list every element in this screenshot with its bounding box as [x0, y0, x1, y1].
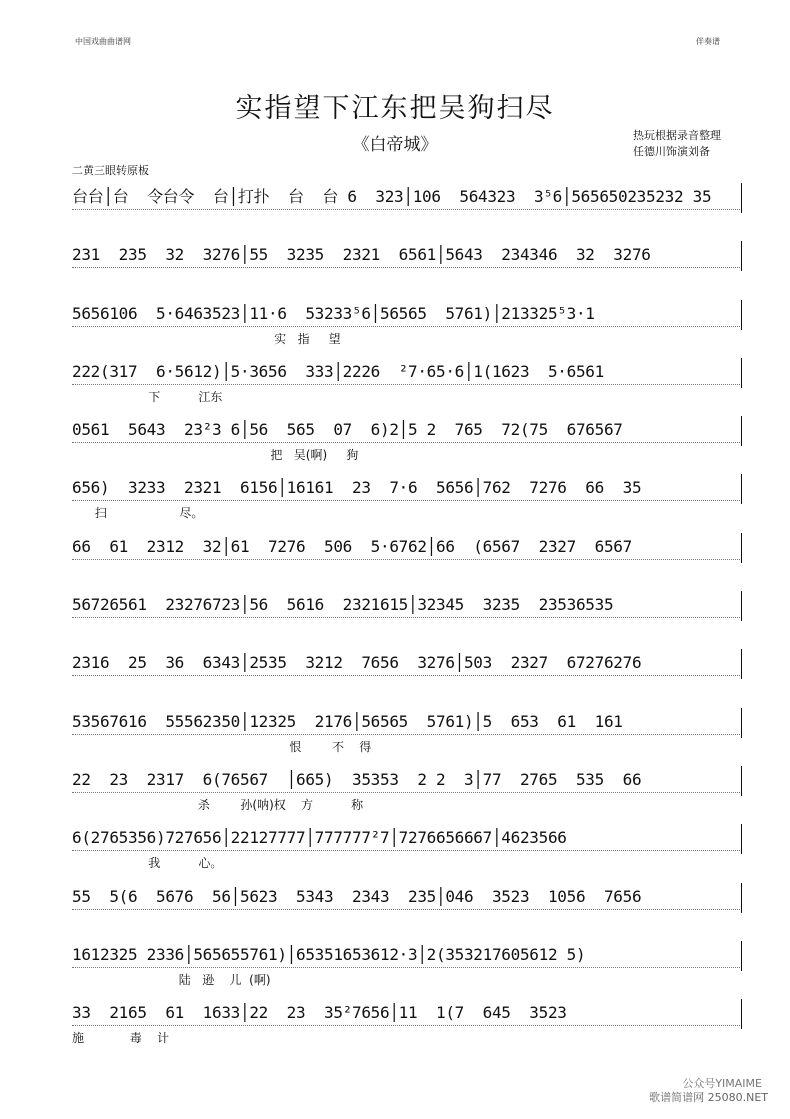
- lyrics: 我 心。: [72, 856, 223, 871]
- score-line: [72, 706, 742, 764]
- page-title: 实指望下江东把吴狗扫尽: [235, 93, 555, 124]
- score-line: [72, 822, 742, 880]
- credits: [633, 128, 721, 160]
- score-line: [72, 181, 742, 239]
- notation: 231 235 32 3276│55 3235 2321 6561│5643 234346 32 3276: [72, 243, 742, 269]
- score-line: [72, 997, 742, 1055]
- score-line: [72, 239, 742, 297]
- notation: 33 2165 61 1633│22 23 35²7656│11 1(7 645 3523: [72, 1001, 742, 1027]
- score-line: [72, 764, 742, 822]
- barline-end: [741, 474, 742, 504]
- opera-name: 《白帝城》: [352, 135, 438, 155]
- barline-end: [741, 358, 742, 388]
- score-line: [72, 589, 742, 647]
- barline-end: [741, 183, 742, 213]
- barline-end: [741, 941, 742, 971]
- lyrics: 杀 孙(呐)权 方 称: [72, 797, 364, 812]
- lyrics: [72, 214, 742, 230]
- notation: 66 61 2312 32│61 7276 506 5·6762│66 (6567 2327 6567: [72, 535, 742, 561]
- notation: 56726561 23276723│56 5616 2321615│32345 3235 23536535: [72, 593, 742, 619]
- notation: 台台│台 令台令 台│打扑 台 台 6 323│106 564323 3⁵6│565650235232 35: [72, 185, 742, 211]
- score-line: [72, 414, 742, 472]
- barline-end: [741, 824, 742, 854]
- notation: 53567616 55562350│12325 2176│56565 5761)│5 653 61 161: [72, 710, 742, 736]
- lyrics: 把 吴(啊) 狗: [72, 448, 359, 463]
- credit-performer: 任德川饰演刘备: [633, 145, 710, 158]
- lyrics: 扫 尽。: [72, 506, 204, 521]
- score-line: [72, 647, 742, 705]
- notation: 6(2765356)727656│22127777│777777²7│7276656667│4623566: [72, 826, 742, 852]
- lyrics: [72, 564, 742, 580]
- notation: 656) 3233 2321 6156│16161 23 7·6 5656│762 7276 66 35: [72, 476, 742, 502]
- barline-end: [741, 300, 742, 330]
- notation: 5656106 5·6463523│11·6 53233⁵6│56565 5761)│213325⁵3·1: [72, 302, 742, 328]
- score-type: 伴奏谱: [696, 37, 720, 46]
- watermark-account: 公众号YIMAIME: [682, 1077, 762, 1090]
- lyrics: [72, 914, 742, 930]
- credit-transcriber: 热玩根据录音整理: [633, 129, 721, 142]
- lyrics: 下 江东: [72, 389, 223, 404]
- barline-end: [741, 708, 742, 738]
- notation: 22 23 2317 6(76567 │665) 35353 2 2 3│77 2765 535 66: [72, 768, 742, 794]
- score-line: [72, 939, 742, 997]
- score-line: [72, 531, 742, 589]
- barline-end: [741, 416, 742, 446]
- lyrics: 实 指 望: [72, 331, 341, 346]
- notation: 0561 5643 23²3 6│56 565 07 6)2│5 2 765 72(75 676567: [72, 418, 742, 444]
- barline-end: [741, 533, 742, 563]
- lyrics: 恨 不 得: [72, 739, 372, 754]
- notation: 55 5(6 5676 56│5623 5343 2343 235│046 3523 1056 7656: [72, 885, 742, 911]
- score-line: [72, 298, 742, 356]
- site-name: 中国戏曲曲谱网: [75, 37, 131, 46]
- notation: 1612325 2336│565655761)│65351653612·3│2(353217605612 5): [72, 943, 742, 969]
- notation: 2316 25 36 6343│2535 3212 7656 3276│503 2327 67276276: [72, 651, 742, 677]
- lyrics: [72, 680, 742, 696]
- lyrics: 陆 逊 儿 (啊): [72, 972, 271, 987]
- barline-end: [741, 241, 742, 271]
- barline-end: [741, 591, 742, 621]
- barline-end: [741, 999, 742, 1029]
- barline-end: [741, 649, 742, 679]
- score-line: [72, 472, 742, 530]
- watermark-site: 歌谱简谱网 25080.NET: [649, 1091, 768, 1104]
- lyrics: [72, 272, 742, 288]
- barline-end: [741, 766, 742, 796]
- score: [72, 181, 742, 1055]
- barline-end: [741, 883, 742, 913]
- score-line: [72, 881, 742, 939]
- score-line: [72, 356, 742, 414]
- lyrics: 施 毒 计: [72, 1031, 170, 1046]
- notation: 222(317 6·5612)│5·3656 333│2226 ²7·65·6│1(1623 5·6561: [72, 360, 742, 386]
- lyrics: [72, 622, 742, 638]
- tempo-marking: 二黄三眼转原板: [72, 164, 149, 177]
